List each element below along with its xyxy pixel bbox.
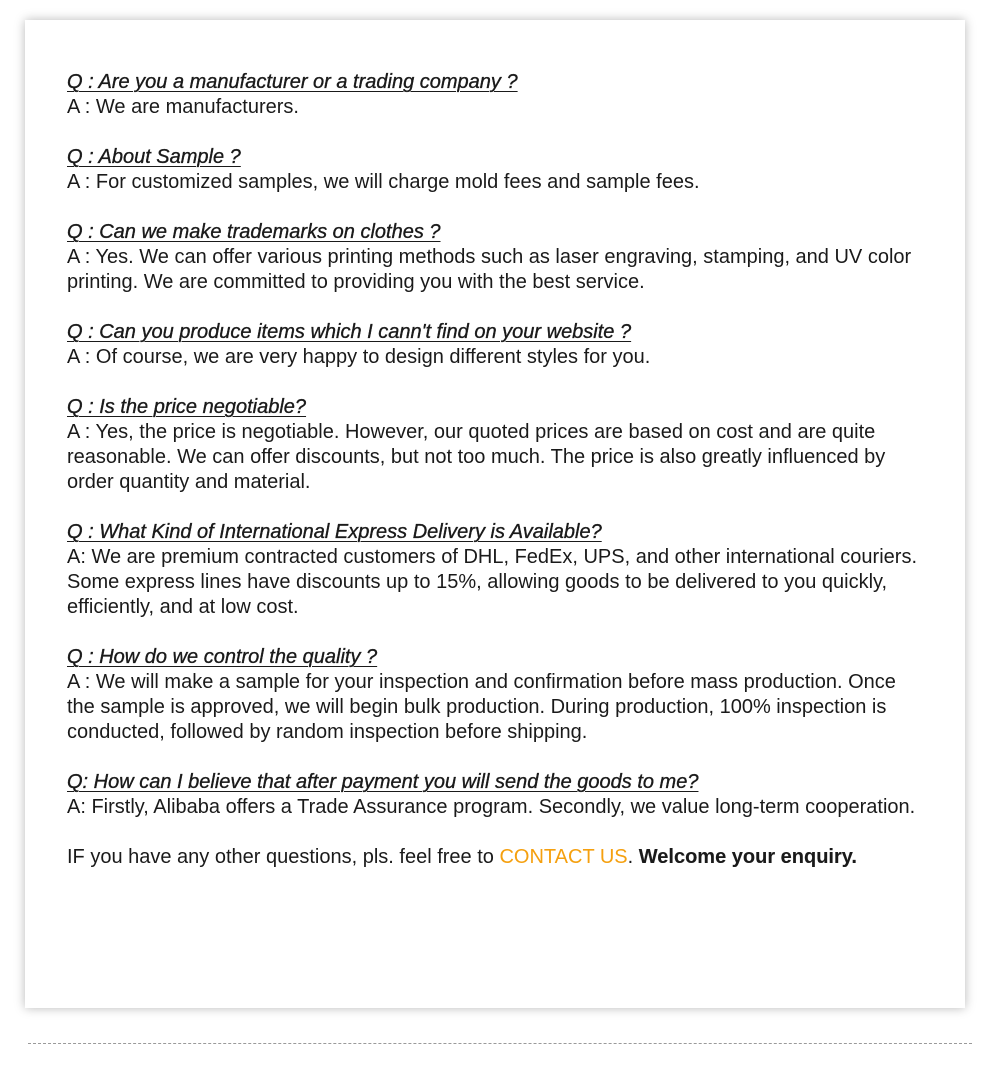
faq-item (67, 395, 921, 495)
faq-answer: A: We are premium contracted customers of DHL, FedEx, UPS, and other international couriers. Some express lines have discounts up to 15%, allowing goods to be delivered to you quickly, efficiently, and at low cost. (67, 546, 917, 618)
faq-question: Q : What Kind of International Express Delivery is Available? (67, 521, 602, 543)
faq-answer: A : Yes, the price is negotiable. However, our quoted prices are based on cost and are quite reasonable. We can offer discounts, but not too much. The price is also greatly influenced by order quantity and material. (67, 421, 886, 493)
contact-us-link[interactable]: CONTACT US (499, 846, 628, 868)
dashed-divider (28, 1043, 972, 1044)
faq-question: Q : Are you a manufacturer or a trading company ? (67, 71, 518, 93)
faq-answer: A : We are manufacturers. (67, 96, 299, 118)
faq-answer: A : Of course, we are very happy to design different styles for you. (67, 346, 651, 368)
closing-prefix: IF you have any other questions, pls. feel free to (67, 846, 500, 868)
faq-item (67, 645, 921, 745)
faq-question: Q : About Sample ? (67, 146, 241, 168)
faq-question: Q : How do we control the quality ? (67, 646, 378, 668)
faq-card (25, 20, 965, 1008)
welcome-enquiry-text: Welcome your enquiry. (638, 846, 857, 868)
faq-question: Q : Is the price negotiable? (67, 396, 307, 418)
faq-item (67, 520, 921, 620)
faq-question: Q: How can I believe that after payment you will send the goods to me? (67, 771, 699, 793)
faq-item (67, 70, 921, 120)
faq-answer: A : For customized samples, we will charge mold fees and sample fees. (67, 171, 700, 193)
closing-message (67, 845, 921, 870)
faq-question: Q : Can you produce items which I cann't find on your website ? (67, 321, 632, 343)
closing-separator: . (627, 846, 639, 868)
faq-answer: A : We will make a sample for your inspection and confirmation before mass production. Once the sample is approved, we will begin bulk production. During production, 100% inspection is conducted, followed by random inspection before shipping. (67, 671, 896, 743)
faq-answer: A : Yes. We can offer various printing methods such as laser engraving, stamping, and UV color printing. We are committed to providing you with the best service. (67, 246, 912, 293)
faq-question: Q : Can we make trademarks on clothes ? (67, 221, 441, 243)
faq-item (67, 145, 921, 195)
faq-item (67, 320, 921, 370)
faq-item (67, 770, 921, 820)
faq-answer: A: Firstly, Alibaba offers a Trade Assurance program. Secondly, we value long-term cooperation. (67, 796, 916, 818)
faq-item (67, 220, 921, 295)
